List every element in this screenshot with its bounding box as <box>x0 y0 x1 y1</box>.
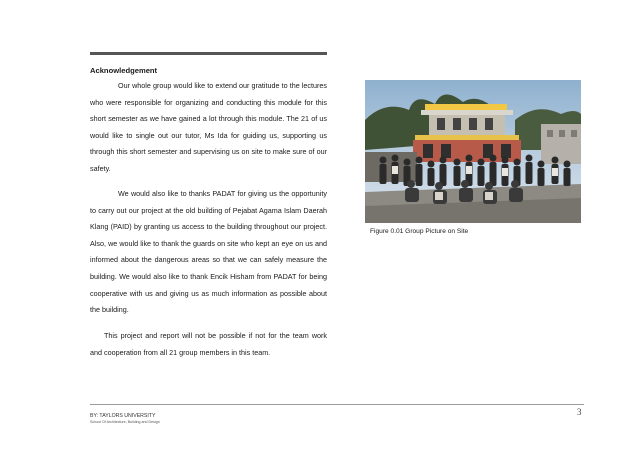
figure-caption: Figure 0.01 Group Picture on Site <box>370 228 469 235</box>
bottom-rule <box>90 404 584 405</box>
top-rule <box>90 52 327 55</box>
footer-school: School Of Architecture, Building and Design <box>90 420 160 424</box>
section-heading: Acknowledgement <box>90 66 158 75</box>
paragraph-padat: We would also like to thanks PADAT for giving us the opportunity to carry out our project at the old building of Pejabat Agama Islam Daerah Klang (PAID) by granting us access to the building throughout our project. Also, we would like to thank the guards on site who kept an eye on us and informed about the dangerous areas so that we can safely measure the building. We would also like to thank Encik Hisham from PADAT for being cooperative with us and giving us as much information as possible about the building. <box>90 189 327 315</box>
page-number: 3 <box>577 407 582 417</box>
paragraph-gratitude: Our whole group would like to extend our gratitude to the lectures who were responsible for organizing and conducting this module for this short semester as we have gained a lot through this module. The 21 of us would like to single out our tutor, Ms Ida for guiding us, supporting us through this short semester and supervising us on site to make sure of our safety. <box>90 81 327 173</box>
group-photo <box>365 80 581 223</box>
footer-university: BY: TAYLORS UNIVERSITY <box>90 413 156 419</box>
paragraph-teamwork: This project and report will not be possible if not for the team work and cooperation from all 21 group members in this team. <box>90 331 327 357</box>
